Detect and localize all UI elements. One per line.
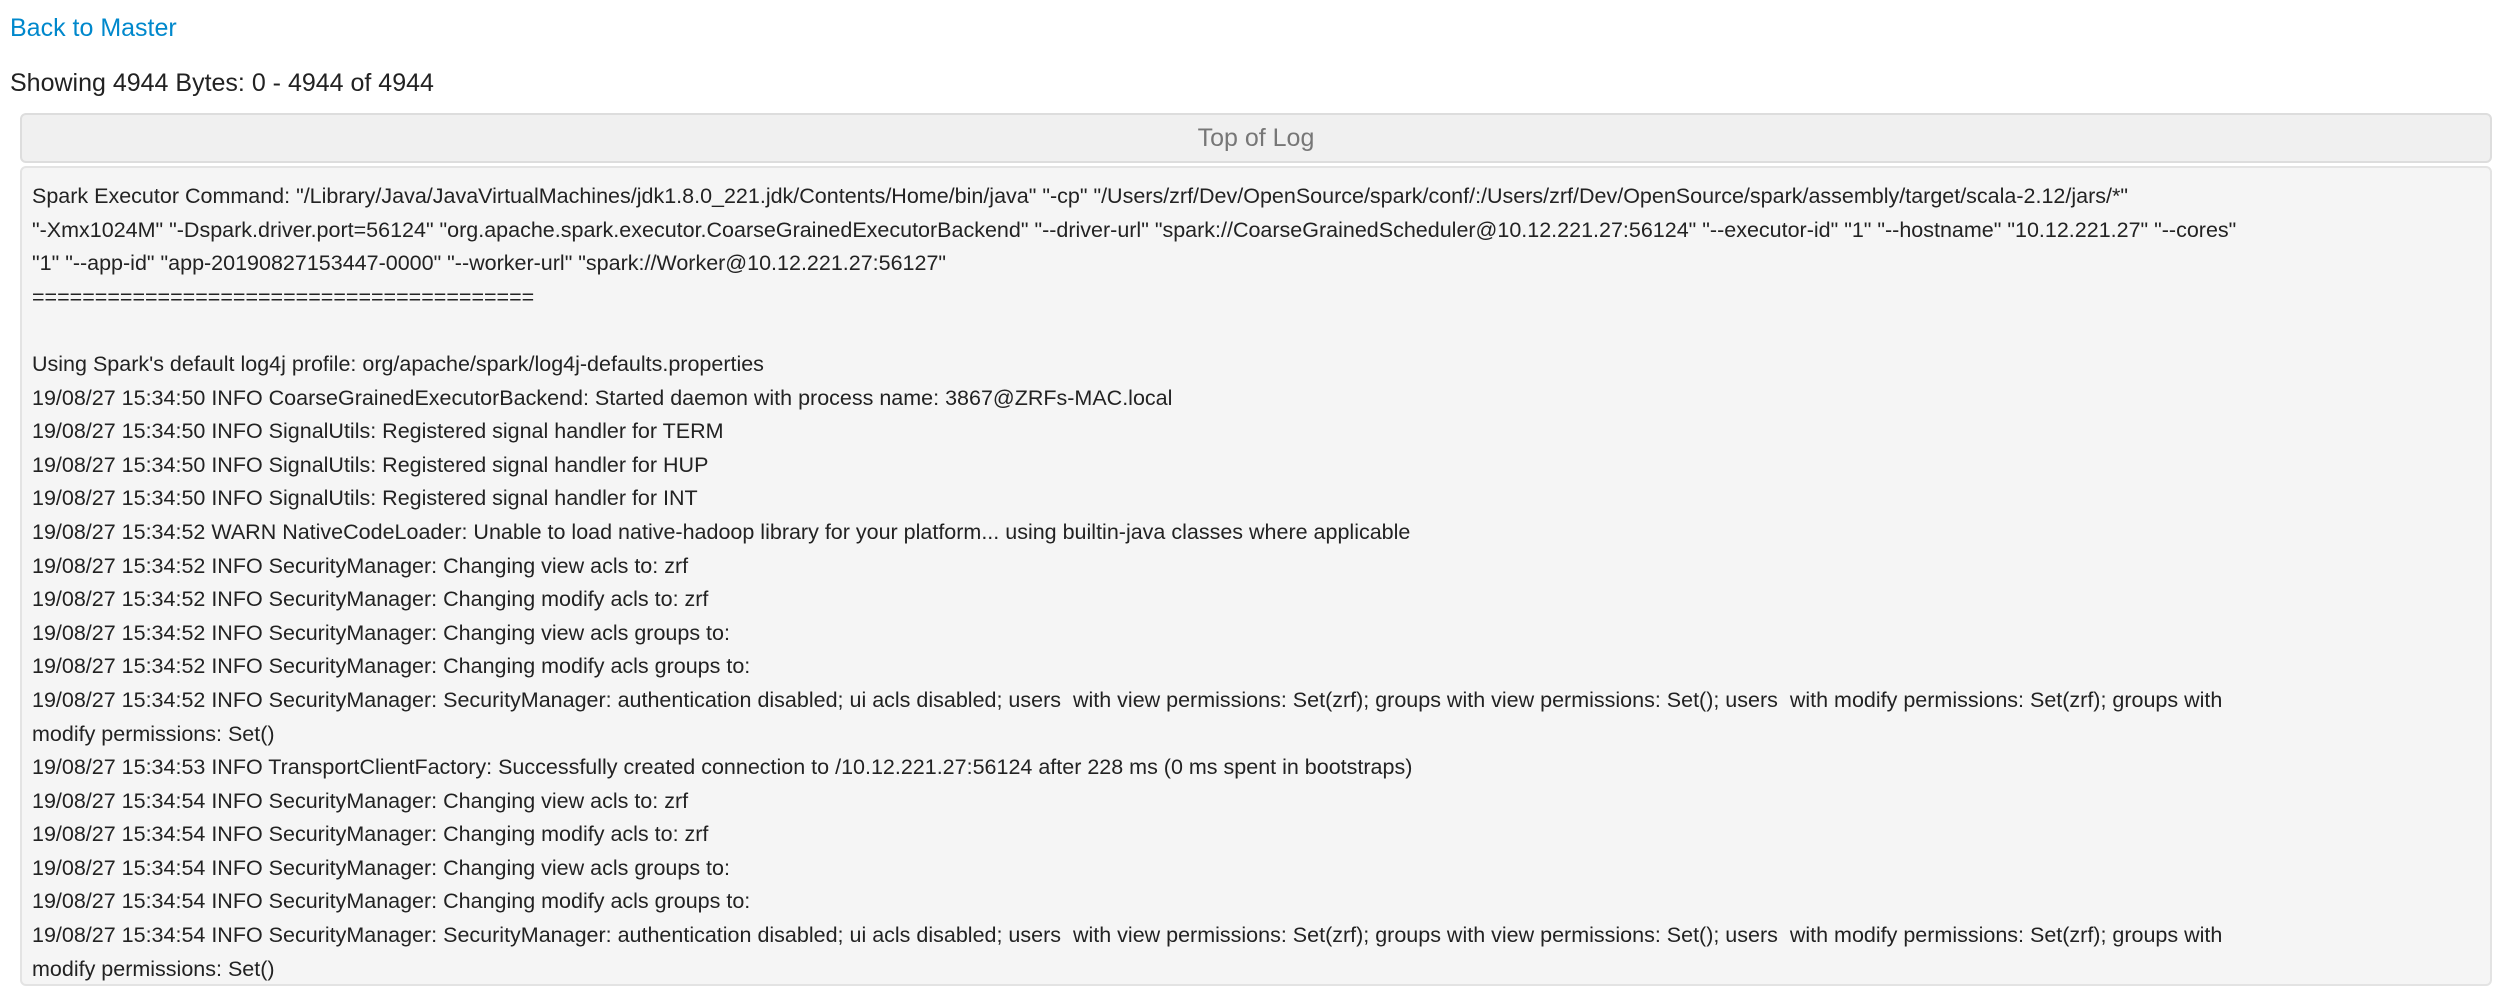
log-line: 19/08/27 15:34:50 INFO SignalUtils: Registered signal handler for INT bbox=[32, 486, 698, 511]
log-line: "-Xmx1024M" "-Dspark.driver.port=56124" "org.apache.spark.executor.CoarseGrainedExecutorBackend" "--driver-url" "spark://CoarseGrainedScheduler@10.12.221.27:56124" "--executor-id" "1" "--hostname" "10.12.221.27" "--cores" bbox=[32, 217, 2237, 242]
log-line: modify permissions: Set() bbox=[32, 956, 275, 981]
log-line: Spark Executor Command: "/Library/Java/JavaVirtualMachines/jdk1.8.0_221.jdk/Contents/Home/bin/java" "-cp" "/Users/zrf/Dev/OpenSource/spark/conf/:/Users/zrf/Dev/OpenSource/spark/assembly/target/scala-2.12/jars/*" bbox=[32, 184, 2128, 208]
log-line: 19/08/27 15:34:52 INFO SecurityManager: Changing view acls groups to: bbox=[32, 620, 736, 645]
log-line: 19/08/27 15:34:52 INFO SecurityManager: Changing modify acls to: zrf bbox=[32, 587, 709, 612]
log-line: 19/08/27 15:34:52 INFO SecurityManager: Changing modify acls groups to: bbox=[32, 654, 757, 679]
log-line: 19/08/27 15:34:54 INFO SecurityManager: SecurityManager: authentication disabled; ui acls disabled; users with view permissions: Set(zrf); groups with view permissions: Set(); users with modify permissions: Set(zrf); groups with bbox=[32, 923, 2223, 948]
log-line: 19/08/27 15:34:50 INFO CoarseGrainedExecutorBackend: Started daemon with process name: 3867@ZRFs-MAC.local bbox=[32, 385, 1173, 410]
log-line: 19/08/27 15:34:54 INFO SecurityManager: Changing view acls groups to: bbox=[32, 855, 736, 880]
byte-range-summary: Showing 4944 Bytes: 0 - 4944 of 4944 bbox=[10, 69, 434, 97]
log-line: modify permissions: Set() bbox=[32, 721, 275, 746]
log-line: 19/08/27 15:34:50 INFO SignalUtils: Registered signal handler for TERM bbox=[32, 419, 724, 444]
log-line: 19/08/27 15:34:54 INFO SecurityManager: Changing modify acls to: zrf bbox=[32, 822, 709, 847]
log-line: ======================================== bbox=[32, 284, 535, 309]
back-to-master-link[interactable]: Back to Master bbox=[10, 14, 177, 42]
log-line: 19/08/27 15:34:53 INFO TransportClientFactory: Successfully created connection to /10.12.221.27:56124 after 228 ms (0 ms spent in bootstraps) bbox=[32, 755, 1413, 780]
log-line: 19/08/27 15:34:54 INFO SecurityManager: Changing view acls to: zrf bbox=[32, 788, 689, 813]
log-line: 19/08/27 15:34:52 INFO SecurityManager: Changing view acls to: zrf bbox=[32, 553, 689, 578]
log-line bbox=[32, 314, 2480, 348]
log-line: 19/08/27 15:34:54 INFO SecurityManager: Changing modify acls groups to: bbox=[32, 889, 757, 914]
top-of-log-button[interactable]: Top of Log bbox=[20, 113, 2492, 163]
log-line: 19/08/27 15:34:52 WARN NativeCodeLoader: Unable to load native-hadoop library for your platform... using builtin-java classes where applicable bbox=[32, 519, 1411, 544]
log-content[interactable] bbox=[20, 166, 2492, 986]
log-line: Using Spark's default log4j profile: org/apache/spark/log4j-defaults.properties bbox=[32, 351, 764, 376]
log-line: "1" "--app-id" "app-20190827153447-0000" "--worker-url" "spark://Worker@10.12.221.27:56127" bbox=[32, 251, 947, 276]
log-line: 19/08/27 15:34:50 INFO SignalUtils: Registered signal handler for HUP bbox=[32, 452, 709, 477]
log-line: 19/08/27 15:34:52 INFO SecurityManager: SecurityManager: authentication disabled; ui acls disabled; users with view permissions: Set(zrf); groups with view permissions: Set(); users with modify permissions: Set(zrf); groups with bbox=[32, 687, 2223, 712]
